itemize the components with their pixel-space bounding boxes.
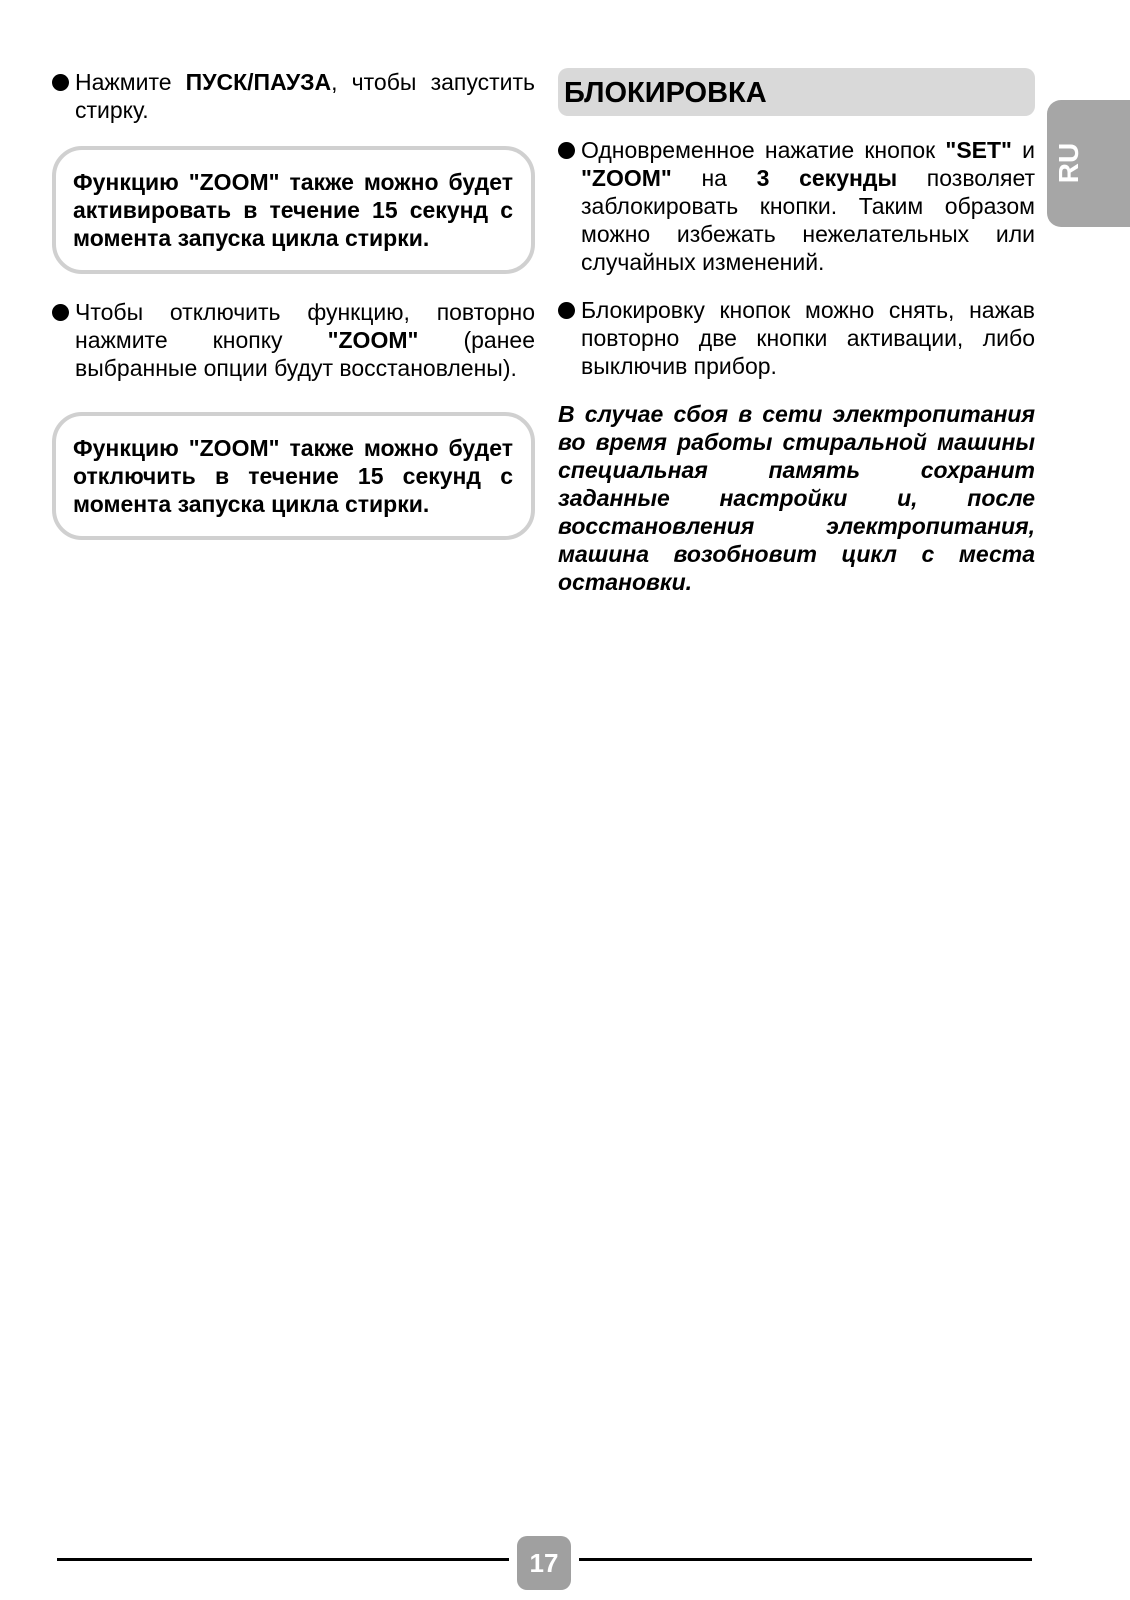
footer-divider-left [57,1558,509,1561]
page-number: 17 [517,1536,571,1590]
footer-divider-right [579,1558,1032,1561]
power-failure-note: В случае сбоя в сети электропитания во время работы стиральной машины специальная память сохранит заданные настройки и, после восстановления электропитания, машина возобновит цикл с места остановки. [558,401,1035,595]
bullet-icon [52,74,69,91]
language-tab [1047,100,1130,227]
bullet-icon [52,304,69,321]
left-column [52,68,535,540]
unlock-instruction: Блокировку кнопок можно снять, нажав повторно две кнопки активации, либо выключив прибор. [558,296,1035,380]
zoom-label: "ZOOM" [327,327,419,353]
zoom-deactivation-note: Функцию "ZOOM" также можно будет отключить в течение 15 секунд с момента запуска цикла стирки. [52,412,535,540]
language-code: RU [1053,142,1084,184]
start-pause-label: ПУСК/ПАУЗА [185,69,332,95]
zoom-disable-instruction: Чтобы отключить функцию, повторно нажмите кнопку "ZOOM" (ранее выбранные опции будут восстановлены). [52,298,535,382]
zoom-activation-note: Функцию "ZOOM" также можно будет активировать в течение 15 секунд с момента запуска цикла стирки. [52,146,535,274]
right-column [558,68,1035,596]
bullet-icon [558,302,575,319]
bullet-icon [558,142,575,159]
section-title-lock: БЛОКИРОВКА [558,68,1035,116]
start-pause-instruction: Нажмите ПУСК/ПАУЗА, чтобы запустить стирку. [52,68,535,124]
lock-instruction: Одновременное нажатие кнопок "SET" и "ZOOM" на 3 секунды позволяет заблокировать кнопки. Таким образом можно избежать нежелательных или случайных изменений. [558,136,1035,276]
